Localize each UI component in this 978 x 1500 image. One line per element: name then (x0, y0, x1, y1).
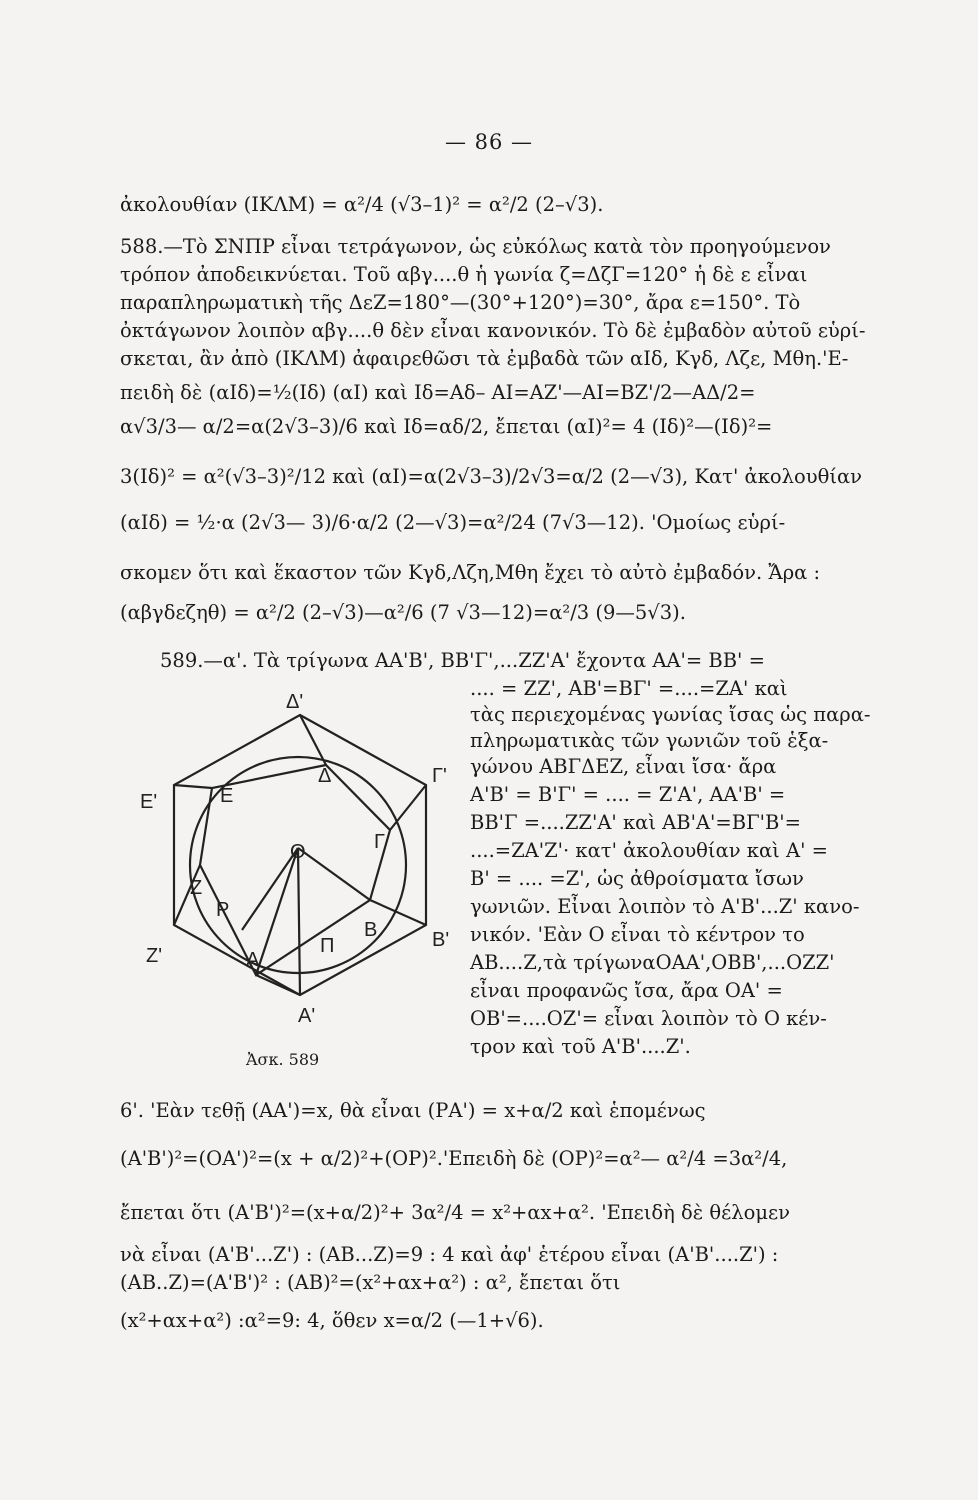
label-B: Β (364, 919, 378, 941)
text-line: ΑΒ....Ζ,τὰ τρίγωναΟΑΑ',ΟΒΒ',...ΟΖΖ' (470, 951, 835, 974)
text-line: (x²+αx+α²) :α²=9: 4, ὅθεν x=α/2 (—1+√6). (120, 1309, 544, 1332)
label-E-prime: Ε' (140, 791, 158, 813)
text-line: (ΑΒ..Ζ)=(Α'Β')² : (ΑΒ)²=(x²+αx+α²) : α², ἔπεται ὅτι (120, 1271, 621, 1294)
label-B-prime: Β' (432, 929, 450, 951)
text-line: τρόπον ἀποδεικνύεται. Τοῦ αβγ....θ ἡ γωνία ζ=ΔζΓ=120° ἡ δὲ ε εἶναι (120, 263, 808, 286)
text-line: γωνιῶν. Εἶναι λοιπὸν τὸ Α'Β'...Ζ' κανο- (470, 895, 860, 918)
text-line: σκομεν ὅτι καὶ ἕκαστον τῶν Κγδ,Λζη,Μθη ἔχει τὸ αὐτὸ ἐμβαδόν. Ἄρα : (120, 561, 821, 584)
text-line: τρον καὶ τοῦ Α'Β'....Ζ'. (470, 1035, 691, 1058)
label-D: Δ (318, 765, 332, 787)
text-line: 588.—Τὸ ΣΝΠΡ εἶναι τετράγωνον, ὡς εὐκόλως κατὰ τὸν προηγούμενον (120, 235, 831, 258)
label-A: Α (246, 949, 260, 971)
text-line: ὀκτάγωνον λοιπὸν αβγ....θ δὲν εἶναι κανονικόν. Τὸ δὲ ἐμβαδὸν αὐτοῦ εὑρί- (120, 319, 866, 342)
label-D-prime: Δ' (286, 691, 304, 713)
text-line: ....=ΖΑ'Ζ'· κατ' ἀκολουθίαν καὶ Α' = (470, 839, 828, 862)
text-line: πειδὴ δὲ (αΙδ)=½(Ιδ) (αΙ) καὶ Ιδ=Αδ– ΑΙ=ΑΖ'—ΑΙ=ΒΖ'/2—ΑΔ/2= (120, 381, 756, 404)
text-line: ἔπεται ὅτι (Α'Β')²=(x+α/2)²+ 3α²/4 = x²+αx+α². 'Επειδὴ δὲ θέλομεν (120, 1201, 791, 1224)
text-line: τὰς περιεχομένας γωνίας ἴσας ὡς παρα- (470, 703, 871, 726)
text-line: 3(Ιδ)² = α²(√3–3)²/12 καὶ (αΙ)=α(2√3–3)/2√3=α/2 (2—√3), Κατ' ἀκολουθίαν (120, 465, 862, 488)
text-line: (Α'Β')²=(ΟΑ')²=(x + α/2)²+(ΟΡ)².'Επειδὴ δὲ (ΟΡ)²=α²— α²/4 =3α²/4, (120, 1147, 788, 1170)
label-E: Ε (220, 785, 234, 807)
text-line: α√3/3— α/2=α(2√3–3)/6 καὶ Ιδ=αδ/2, ἔπεται (αΙ)²= 4 (Ιδ)²—(Ιδ)²= (120, 415, 773, 438)
hexagon-figure (140, 690, 460, 1030)
label-O: Ο (290, 841, 306, 863)
label-A-prime: Α' (298, 1005, 316, 1027)
text-line: νικόν. 'Εὰν Ο εἶναι τὸ κέντρον το (470, 923, 805, 946)
label-Z-prime: Ζ' (146, 945, 163, 967)
text-line: παραπληρωματικὴ τῆς ΔεΖ=180°—(30°+120°)=30°, ἄρα ε=150°. Τὸ (120, 291, 801, 314)
text-line: (αΙδ) = ½·α (2√3— 3)/6·α/2 (2—√3)=α²/24 (7√3—12). 'Ομοίως εὑρί- (120, 511, 786, 534)
text-line: Α'Β' = Β'Γ' = .... = Ζ'Α', ΑΑ'Β' = (470, 783, 786, 806)
figure-caption: Ἀσκ. 589 (246, 1050, 320, 1069)
label-G: Γ (374, 831, 386, 853)
text-line: ΒΒ'Γ =....ΖΖ'Α' καὶ ΑΒ'Α'=ΒΓ'Β'= (470, 811, 801, 834)
page-number: — 86 — (444, 130, 534, 154)
text-line: εἶναι προφανῶς ἴσα, ἄρα ΟΑ' = (470, 979, 783, 1002)
label-Z: Ζ (190, 877, 203, 899)
text-line: σκεται, ἂν ἀπὸ (ΙΚΛΜ) ἀφαιρεθῶσι τὰ ἐμβαδὰ τῶν αΙδ, Κγδ, Λζε, Μθη.'Ε- (120, 347, 849, 370)
label-G-prime: Γ' (432, 765, 447, 787)
text-line: .... = ΖΖ', ΑΒ'=ΒΓ' =....=ΖΑ' καὶ (470, 677, 788, 700)
text-line: (αβγδεζηθ) = α²/2 (2–√3)—α²/6 (7 √3—12)=α²/3 (9—5√3). (120, 601, 686, 624)
text-line: 589.—α'. Τὰ τρίγωνα ΑΑ'Β', ΒΒ'Γ',...ΖΖ'Α' ἔχοντα ΑΑ'= ΒΒ' = (160, 649, 765, 672)
text-line: Β' = .... =Ζ', ὡς ἀθροίσματα ἴσων (470, 867, 804, 890)
text-line: ἀκολουθίαν (ΙΚΛΜ) = α²/4 (√3–1)² = α²/2 (2–√3). (120, 193, 604, 216)
label-P: Π (320, 935, 335, 957)
text-line: νὰ εἶναι (Α'Β'...Ζ') : (ΑΒ...Ζ)=9 : 4 καὶ ἀφ' ἑτέρου εἶναι (Α'Β'....Ζ') : (120, 1243, 779, 1266)
text-line: 6'. 'Εὰν τεθῇ (ΑΑ')=x, θὰ εἶναι (ΡΑ') = x+α/2 καὶ ἑπομένως (120, 1099, 706, 1122)
text-line: γώνου ΑΒΓΔΕΖ, εἶναι ἴσα· ἄρα (470, 755, 777, 778)
label-R: Ρ (216, 899, 230, 921)
text-line: ΟΒ'=....ΟΖ'= εἶναι λοιπὸν τὸ Ο κέν- (470, 1007, 827, 1030)
text-line: πληρωματικὰς τῶν γωνιῶν τοῦ ἑξα- (470, 729, 829, 752)
